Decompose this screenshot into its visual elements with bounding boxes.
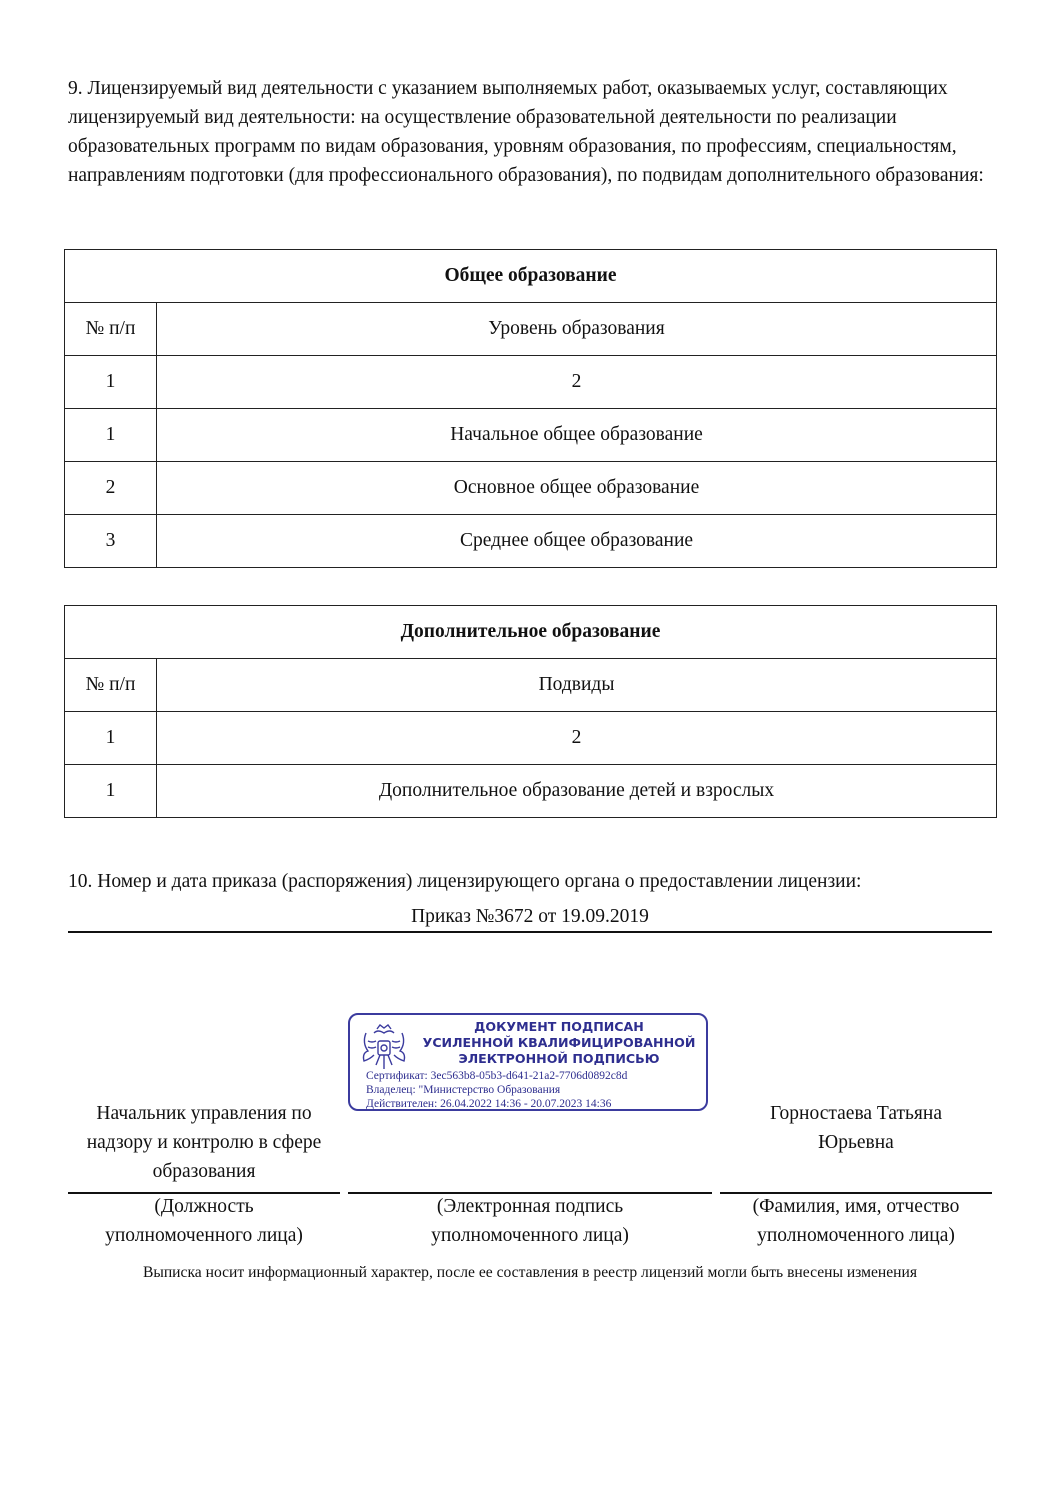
stamp-details — [366, 1069, 706, 1111]
name-line: Горностаева Татьяна — [770, 1103, 942, 1124]
stamp-title-line: УСИЛЕННОЙ КВАЛИФИЦИРОВАННОЙ — [422, 1035, 696, 1050]
signature-caption — [348, 1192, 712, 1250]
position-line: Начальник управления по — [96, 1103, 312, 1124]
order-number: Приказ №3672 от 19.09.2019 — [411, 906, 649, 927]
table-index-row — [65, 356, 997, 409]
caption-line: уполномоченного лица) — [431, 1225, 629, 1246]
official-position — [68, 1099, 340, 1186]
caption-line: (Должность — [154, 1196, 254, 1217]
order-underline — [68, 931, 992, 933]
caption-line: уполномоченного лица) — [757, 1225, 955, 1246]
additional-education-table — [64, 605, 997, 818]
name-line: Юрьевна — [818, 1132, 894, 1153]
row-number: 2 — [65, 462, 157, 515]
name-caption — [720, 1192, 992, 1250]
education-level: Основное общее образование — [157, 462, 997, 515]
education-level: Начальное общее образование — [157, 409, 997, 462]
education-subtype: Дополнительное образование детей и взрослых — [157, 765, 997, 818]
column-number-header: № п/п — [65, 303, 157, 356]
stamp-validity: Действителен: 26.04.2022 14:36 - 20.07.2023 14:36 — [366, 1098, 612, 1110]
row-number: 1 — [65, 409, 157, 462]
stamp-title — [414, 1019, 704, 1067]
table-row — [65, 462, 997, 515]
stamp-title-line: ДОКУМЕНТ ПОДПИСАН — [474, 1019, 644, 1034]
stamp-owner: Владелец: "Министерство Образования — [366, 1084, 561, 1096]
caption-line: (Фамилия, имя, отчество — [752, 1196, 960, 1217]
row-number: 1 — [65, 765, 157, 818]
table-index-row — [65, 712, 997, 765]
caption-line: (Электронная подпись — [436, 1196, 624, 1217]
section-9-text: 9. Лицензируемый вид деятельности с указанием выполняемых работ, оказываемых услуг, составляющих лицензируемый вид деятельности: на осуществление образовательной деятельности по реализации образовательных программ по видам образования, уровням образования, по профессиям, специальностям, направлениям подготовки (для профессионального образования), по подвидам дополнительного образования: — [68, 78, 984, 186]
stamp-certificate: Сертификат: 3ec563b8-05b3-d641-21a2-7706d0892c8d — [366, 1070, 628, 1082]
additional-education-title: Дополнительное образование — [65, 606, 997, 659]
column-number-header: № п/п — [65, 659, 157, 712]
position-caption — [68, 1192, 340, 1250]
general-education-table — [64, 249, 997, 568]
index-cell: 2 — [157, 712, 997, 765]
position-line: образования — [152, 1161, 256, 1182]
index-cell: 1 — [65, 356, 157, 409]
column-level-header: Уровень образования — [157, 303, 997, 356]
electronic-signature-stamp — [348, 1013, 708, 1111]
index-cell: 1 — [65, 712, 157, 765]
education-level: Среднее общее образование — [157, 515, 997, 568]
table-row — [65, 515, 997, 568]
stamp-title-line: ЭЛЕКТРОННОЙ ПОДПИСЬЮ — [458, 1051, 660, 1066]
table-header-row — [65, 250, 997, 303]
table-row — [65, 409, 997, 462]
section-10-text: 10. Номер и дата приказа (распоряжения) лицензирующего органа о предоставлении лицензии: — [68, 871, 862, 892]
official-name — [720, 1099, 992, 1157]
footnote: Выписка носит информационный характер, после ее составления в реестр лицензий могли быть внесены изменения — [142, 1264, 918, 1281]
table-column-row — [65, 659, 997, 712]
column-subtype-header: Подвиды — [157, 659, 997, 712]
caption-line: уполномоченного лица) — [105, 1225, 303, 1246]
table-column-row — [65, 303, 997, 356]
table-header-row — [65, 606, 997, 659]
table-row — [65, 765, 997, 818]
general-education-title: Общее образование — [65, 250, 997, 303]
row-number: 3 — [65, 515, 157, 568]
index-cell: 2 — [157, 356, 997, 409]
position-line: надзору и контролю в сфере — [86, 1132, 322, 1153]
